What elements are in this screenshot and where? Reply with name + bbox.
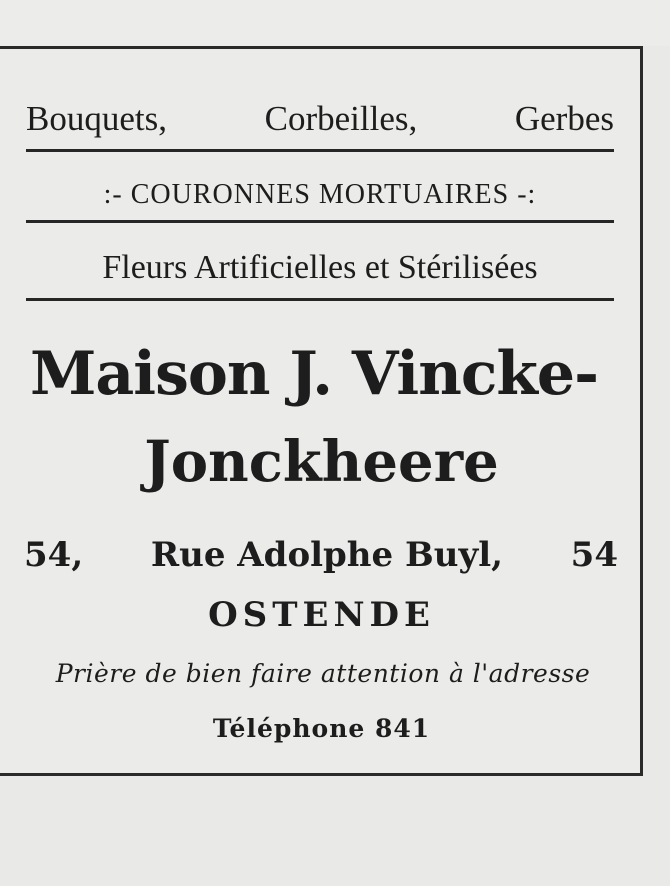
paper-margin [0, 0, 670, 46]
fleurs-line: Fleurs Artificielles et Stérilisées [102, 249, 538, 286]
divider-rule [26, 220, 614, 223]
street-name: Rue Adolphe Buyl, [150, 535, 503, 575]
address-line [24, 535, 618, 575]
advertisement-frame [0, 46, 643, 776]
product-list-line [26, 99, 614, 139]
address-note: Prière de bien faire attention à l'adresse [55, 659, 591, 688]
product-corbeilles: Corbeilles, [264, 99, 418, 138]
divider-rule [26, 149, 614, 152]
telephone-line: Téléphone 841 [212, 714, 431, 743]
divider-rule [26, 298, 614, 301]
business-name-line-2: Jonckheere [144, 429, 499, 495]
product-bouquets: Bouquets, [26, 99, 167, 138]
product-gerbes: Gerbes [514, 99, 614, 138]
city-name: OSTENDE [208, 595, 435, 635]
couronnes-heading: :- COURONNES MORTUAIRES -: [103, 179, 537, 210]
street-number-right: 54 [570, 535, 618, 575]
street-number-left: 54, [24, 535, 84, 575]
business-name-line-1: Maison J. Vincke- [30, 339, 598, 409]
